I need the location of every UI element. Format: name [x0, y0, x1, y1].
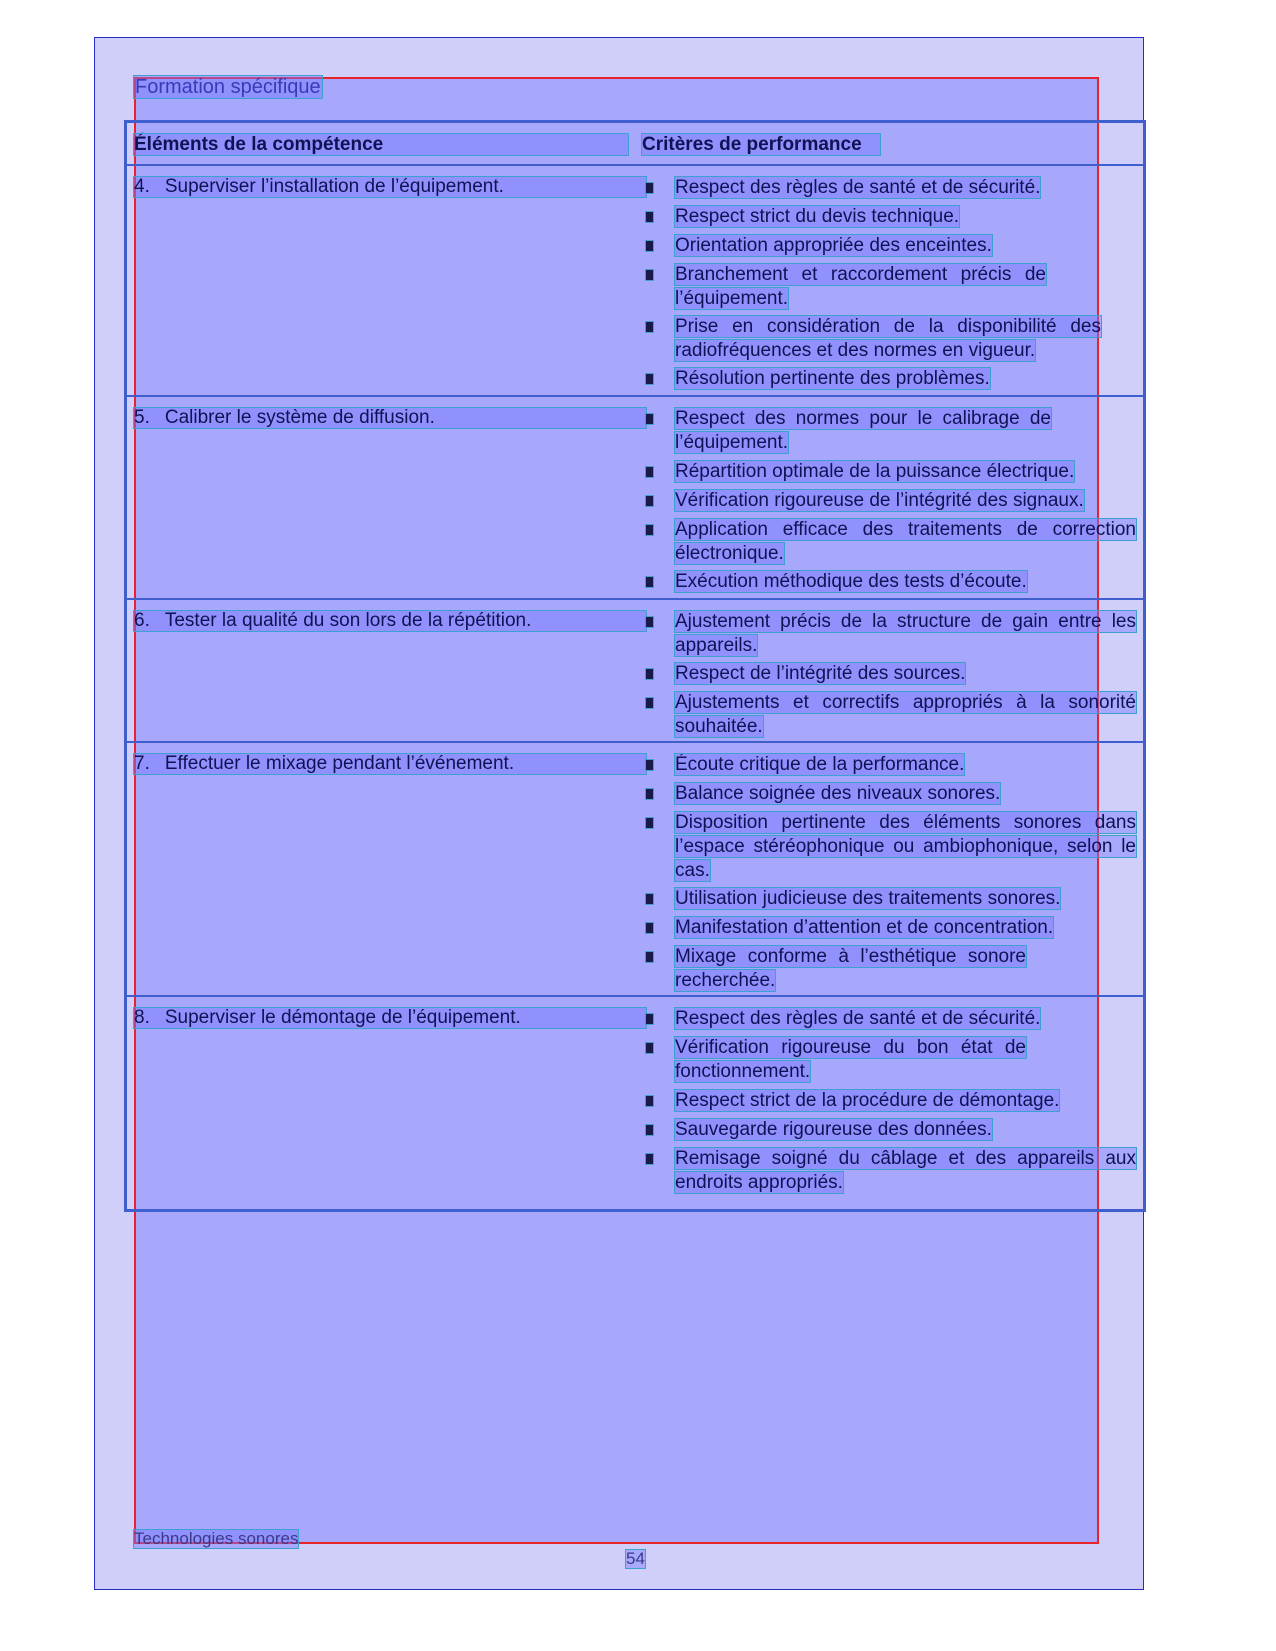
criterion: Sauvegarde rigoureuse des données. [646, 1118, 1136, 1142]
criterion: Respect de l’intégrité des sources. [646, 662, 1136, 686]
criterion: Balance soignée des niveaux sonores. [646, 782, 1136, 806]
element-text: Superviser le démontage de l’équipement. [164, 1007, 521, 1028]
element-number: 8. [134, 1007, 150, 1028]
criterion: Résolution pertinente des problèmes. [646, 367, 1136, 391]
bullet-icon [646, 789, 653, 799]
row-divider [124, 741, 1146, 743]
element-row-4 [134, 177, 646, 197]
element-text: Calibrer le système de diffusion. [164, 407, 435, 428]
criterion: Manifestation d’attention et de concentration. [646, 916, 1136, 940]
criterion: Respect des normes pour le calibrage de l’équipement. [646, 407, 1051, 455]
criterion: Respect strict du devis technique. [646, 205, 1136, 229]
bullet-icon [646, 760, 653, 770]
bullet-icon [646, 818, 653, 828]
element-number: 6. [134, 610, 150, 631]
criterion: Répartition optimale de la puissance électrique. [646, 460, 1136, 484]
bullet-icon [646, 1043, 653, 1053]
criterion: Ajustement précis de la structure de gain entre les appareils. [646, 610, 1136, 658]
bullet-icon [646, 1125, 653, 1135]
bullet-icon [646, 1154, 653, 1164]
row-divider [124, 995, 1146, 997]
bullet-icon [646, 617, 653, 627]
bullet-icon [646, 577, 653, 587]
bullet-icon [646, 241, 653, 251]
header-criteria: Critères de performance [642, 134, 880, 155]
row-divider [124, 598, 1146, 600]
criterion: Branchement et raccordement précis de l’équipement. [646, 263, 1046, 311]
element-text: Superviser l’installation de l’équipement. [164, 176, 504, 197]
bullet-icon [646, 525, 653, 535]
bullet-icon [646, 496, 653, 506]
bullet-icon [646, 698, 653, 708]
criterion: Orientation appropriée des enceintes. [646, 234, 1136, 258]
page-number: 54 [626, 1549, 645, 1568]
element-row-6 [134, 611, 646, 631]
element-text: Effectuer le mixage pendant l’événement. [164, 753, 515, 774]
bullet-icon [646, 1096, 653, 1106]
criterion: Remisage soigné du câblage et des appareils aux endroits appropriés. [646, 1147, 1136, 1195]
criterion: Respect strict de la procédure de démontage. [646, 1089, 1136, 1113]
element-text: Tester la qualité du son lors de la répétition. [164, 610, 532, 631]
element-number: 5. [134, 407, 150, 428]
criterion: Exécution méthodique des tests d’écoute. [646, 570, 1136, 594]
element-row-8 [134, 1008, 646, 1028]
bullet-icon [646, 414, 653, 424]
criterion: Ajustements et correctifs appropriés à la sonorité souhaitée. [646, 691, 1136, 739]
header-elements: Éléments de la compétence [134, 134, 628, 155]
bullet-icon [646, 374, 653, 384]
bullet-icon [646, 270, 653, 280]
criterion: Application efficace des traitements de correction électronique. [646, 518, 1136, 566]
bullet-icon [646, 1014, 653, 1024]
criterion: Respect des règles de santé et de sécurité. [646, 1007, 1136, 1031]
section-title: Formation spécifique [135, 76, 321, 98]
bullet-icon [646, 669, 653, 679]
element-number: 4. [134, 176, 150, 197]
criterion: Vérification rigoureuse du bon état de fonctionnement. [646, 1036, 1026, 1084]
element-row-5 [134, 408, 646, 428]
bullet-icon [646, 894, 653, 904]
row-divider [124, 395, 1146, 397]
element-number: 7. [134, 753, 150, 774]
row-divider [124, 164, 1146, 166]
footer-program-name: Technologies sonores [134, 1529, 299, 1548]
criterion: Prise en considération de la disponibilité des radiofréquences et des normes en vigueur. [646, 315, 1101, 363]
bullet-icon [646, 923, 653, 933]
criterion: Mixage conforme à l’esthétique sonore recherchée. [646, 945, 1026, 993]
criterion: Écoute critique de la performance. [646, 753, 1136, 777]
bullet-icon [646, 467, 653, 477]
criterion: Disposition pertinente des éléments sonores dans l’espace stéréophonique ou ambiophonique, selon le cas. [646, 811, 1136, 883]
criterion: Utilisation judicieuse des traitements sonores. [646, 887, 1136, 911]
bullet-icon [646, 322, 653, 332]
element-row-7 [134, 754, 646, 774]
bullet-icon [646, 183, 653, 193]
criterion: Vérification rigoureuse de l’intégrité des signaux. [646, 489, 1136, 513]
criterion: Respect des règles de santé et de sécurité. [646, 176, 1136, 200]
bullet-icon [646, 952, 653, 962]
bullet-icon [646, 212, 653, 222]
